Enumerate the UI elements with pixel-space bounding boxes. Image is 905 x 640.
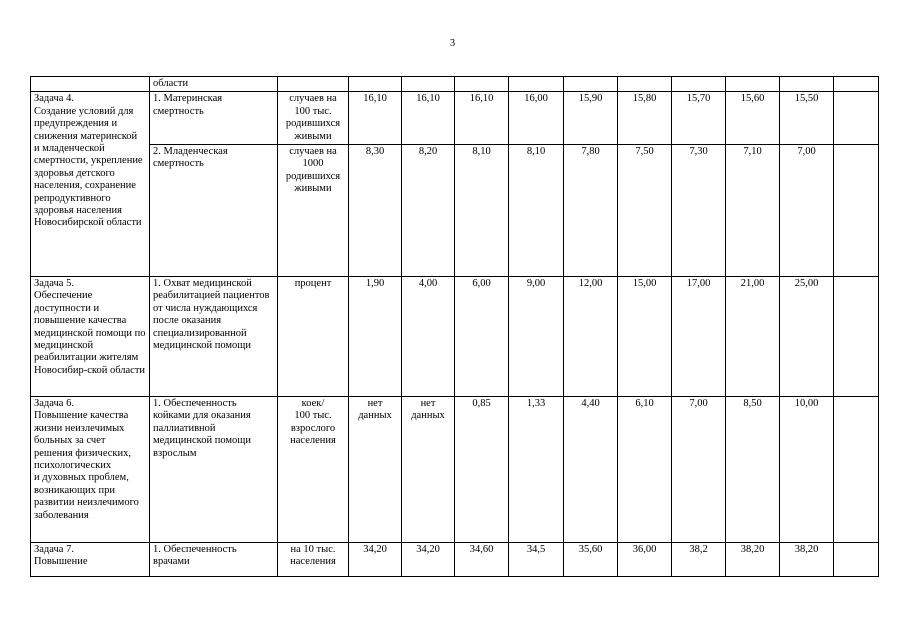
value-cell: [834, 277, 879, 397]
value-cell: 15,70: [672, 92, 726, 145]
value-cell: 17,00: [672, 277, 726, 397]
value-cell: 7,00: [780, 145, 834, 277]
value-cell: 15,00: [618, 277, 672, 397]
value-cell: [834, 145, 879, 277]
value-cell: 7,10: [726, 145, 780, 277]
value-cell: 38,20: [726, 543, 780, 577]
value-cell: 4,40: [564, 397, 618, 543]
value-cell: 21,00: [726, 277, 780, 397]
value-cell: 34,20: [402, 543, 455, 577]
task-cell: Задача 4. Создание условий для предупреждения и снижения материнской и младенческой смертности, укрепление здоровья детского населения, сохранение репродуктивного здоровья населения Новосибирской области: [31, 92, 150, 277]
task-cell: Задача 5. Обеспечение доступности и повышение качества медицинской помощи по медицинской реабилитации жителям Новосибир-ской области: [31, 277, 150, 397]
value-cell: 34,20: [349, 543, 402, 577]
value-cell: 16,10: [349, 92, 402, 145]
value-cell: 15,90: [564, 92, 618, 145]
value-cell: нет данных: [349, 397, 402, 543]
value-cell: 38,20: [780, 543, 834, 577]
value-cell: [834, 397, 879, 543]
value-cell: 8,10: [455, 145, 509, 277]
value-cell: 15,50: [780, 92, 834, 145]
indicator-cell: 2. Младенческая смертность: [150, 145, 278, 277]
table-row: [31, 145, 879, 277]
value-cell: 8,20: [402, 145, 455, 277]
value-cell: 15,60: [726, 92, 780, 145]
task-cell: Задача 7. Повышение: [31, 543, 150, 577]
page-number: 3: [449, 38, 456, 49]
value-cell: 16,10: [402, 92, 455, 145]
value-cell: 35,60: [564, 543, 618, 577]
value-cell: 6,00: [455, 277, 509, 397]
value-cell: 34,5: [509, 543, 564, 577]
value-cell: 16,00: [509, 92, 564, 145]
value-cell: 9,00: [509, 277, 564, 397]
value-cell: 1,90: [349, 277, 402, 397]
value-cell: 12,00: [564, 277, 618, 397]
value-cell: нет данных: [402, 397, 455, 543]
value-cell: 10,00: [780, 397, 834, 543]
value-cell: 34,60: [455, 543, 509, 577]
task-cell: [31, 77, 150, 92]
value-cell: 16,10: [455, 92, 509, 145]
unit-cell: коек/ 100 тыс. взрослого населения: [278, 397, 349, 543]
unit-cell: случаев на 100 тыс. родившихся живыми: [278, 92, 349, 145]
value-cell: 7,80: [564, 145, 618, 277]
value-cell: 8,50: [726, 397, 780, 543]
value-cell: 7,00: [672, 397, 726, 543]
value-cell: [834, 543, 879, 577]
value-cell: 4,00: [402, 277, 455, 397]
value-cell: 8,10: [509, 145, 564, 277]
unit-cell: [278, 77, 349, 92]
table-row: [31, 543, 879, 577]
value-cell: 7,50: [618, 145, 672, 277]
value-cell: 7,30: [672, 145, 726, 277]
value-cell: 1,33: [509, 397, 564, 543]
unit-cell: процент: [278, 277, 349, 397]
value-cell: 15,80: [618, 92, 672, 145]
value-cell: 6,10: [618, 397, 672, 543]
indicator-cell: 1. Обеспеченность врачами: [150, 543, 278, 577]
value-cell: 0,85: [455, 397, 509, 543]
table-row: [31, 397, 879, 543]
indicator-cell: области: [150, 77, 278, 92]
task-cell: Задача 6. Повышение качества жизни неизлечимых больных за счет решения физических, психологических и духовных проблем, возникающих при развитии неизлечимого заболевания: [31, 397, 150, 543]
table-row: [31, 92, 879, 145]
value-cell: 8,30: [349, 145, 402, 277]
indicator-cell: 1. Материнская смертность: [150, 92, 278, 145]
indicator-cell: 1. Охват медицинской реабилитацией пациентов от числа нуждающихся после оказания специализированной медицинской помощи: [150, 277, 278, 397]
continuation-row: [31, 77, 879, 92]
indicators-table: [30, 76, 879, 577]
indicator-cell: 1. Обеспеченность койками для оказания паллиативной медицинской помощи взрослым: [150, 397, 278, 543]
unit-cell: случаев на 1000 родившихся живыми: [278, 145, 349, 277]
value-cell: [834, 92, 879, 145]
value-cell: 38,2: [672, 543, 726, 577]
unit-cell: на 10 тыс. населения: [278, 543, 349, 577]
table-row: [31, 277, 879, 397]
value-cell: 36,00: [618, 543, 672, 577]
value-cell: 25,00: [780, 277, 834, 397]
